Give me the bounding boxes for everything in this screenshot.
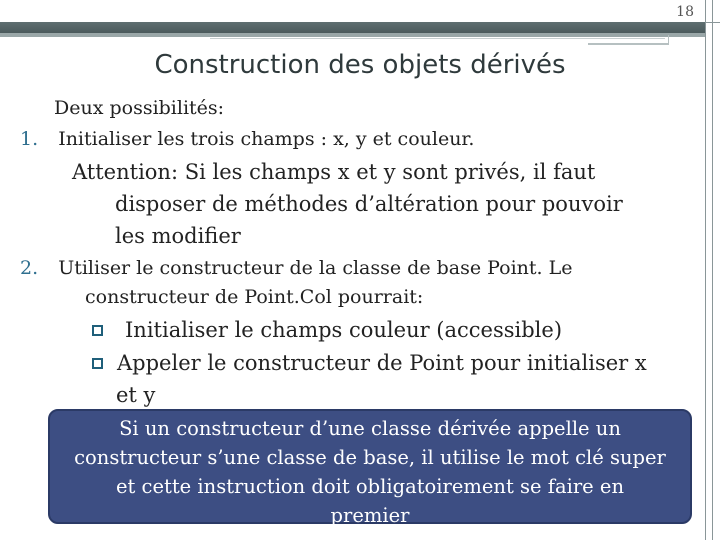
- callout-line: premier: [330, 504, 410, 527]
- bullet-item: [92, 351, 647, 375]
- bullet-text: Appeler le constructeur de Point pour initialiser x: [117, 351, 647, 375]
- attention-line: disposer de méthodes d’altération pour pouvoir: [115, 192, 623, 216]
- list-item-2: [20, 257, 572, 279]
- list-item-1: [20, 128, 474, 150]
- title-underline-tick: [668, 35, 669, 45]
- attention-line: Attention: Si les champs x et y sont privés, il faut: [72, 160, 596, 184]
- callout-line: et cette instruction doit obligatoirement se faire en: [115, 475, 625, 498]
- list-number: 2.: [20, 257, 39, 279]
- list-item-text: Initialiser les trois champs : x, y et couleur.: [58, 128, 475, 150]
- page-number: 18: [676, 4, 694, 20]
- callout-line: constructeur s’une classe de base, il utilise le mot clé super: [74, 446, 666, 469]
- callout-line: Si un constructeur d’une classe dérivée appelle un: [119, 417, 621, 440]
- right-border-line: [712, 0, 713, 540]
- slide-title: Construction des objets dérivés: [154, 50, 566, 80]
- top-decoration-band: [0, 33, 705, 37]
- top-decoration-bar: [0, 22, 705, 33]
- square-bullet-icon: [92, 358, 103, 369]
- intro-text: Deux possibilités:: [54, 97, 225, 119]
- corner-line: [705, 22, 720, 23]
- list-number: 1.: [20, 128, 39, 150]
- bullet-item: [92, 318, 562, 342]
- list-item-text: Utiliser le constructeur de la classe de base Point. Le: [58, 257, 573, 279]
- attention-line: les modifier: [115, 224, 241, 248]
- bullet-text: Initialiser le champs couleur (accessible): [125, 318, 563, 342]
- title-underline: [210, 38, 665, 39]
- right-border-line: [705, 0, 706, 540]
- title-underline-accent: [588, 43, 668, 45]
- list-item-text-continued: constructeur de Point.Col pourrait:: [85, 286, 424, 308]
- callout-box: [48, 409, 692, 527]
- square-bullet-icon: [92, 325, 103, 336]
- bullet-text-continued: et y: [116, 383, 156, 407]
